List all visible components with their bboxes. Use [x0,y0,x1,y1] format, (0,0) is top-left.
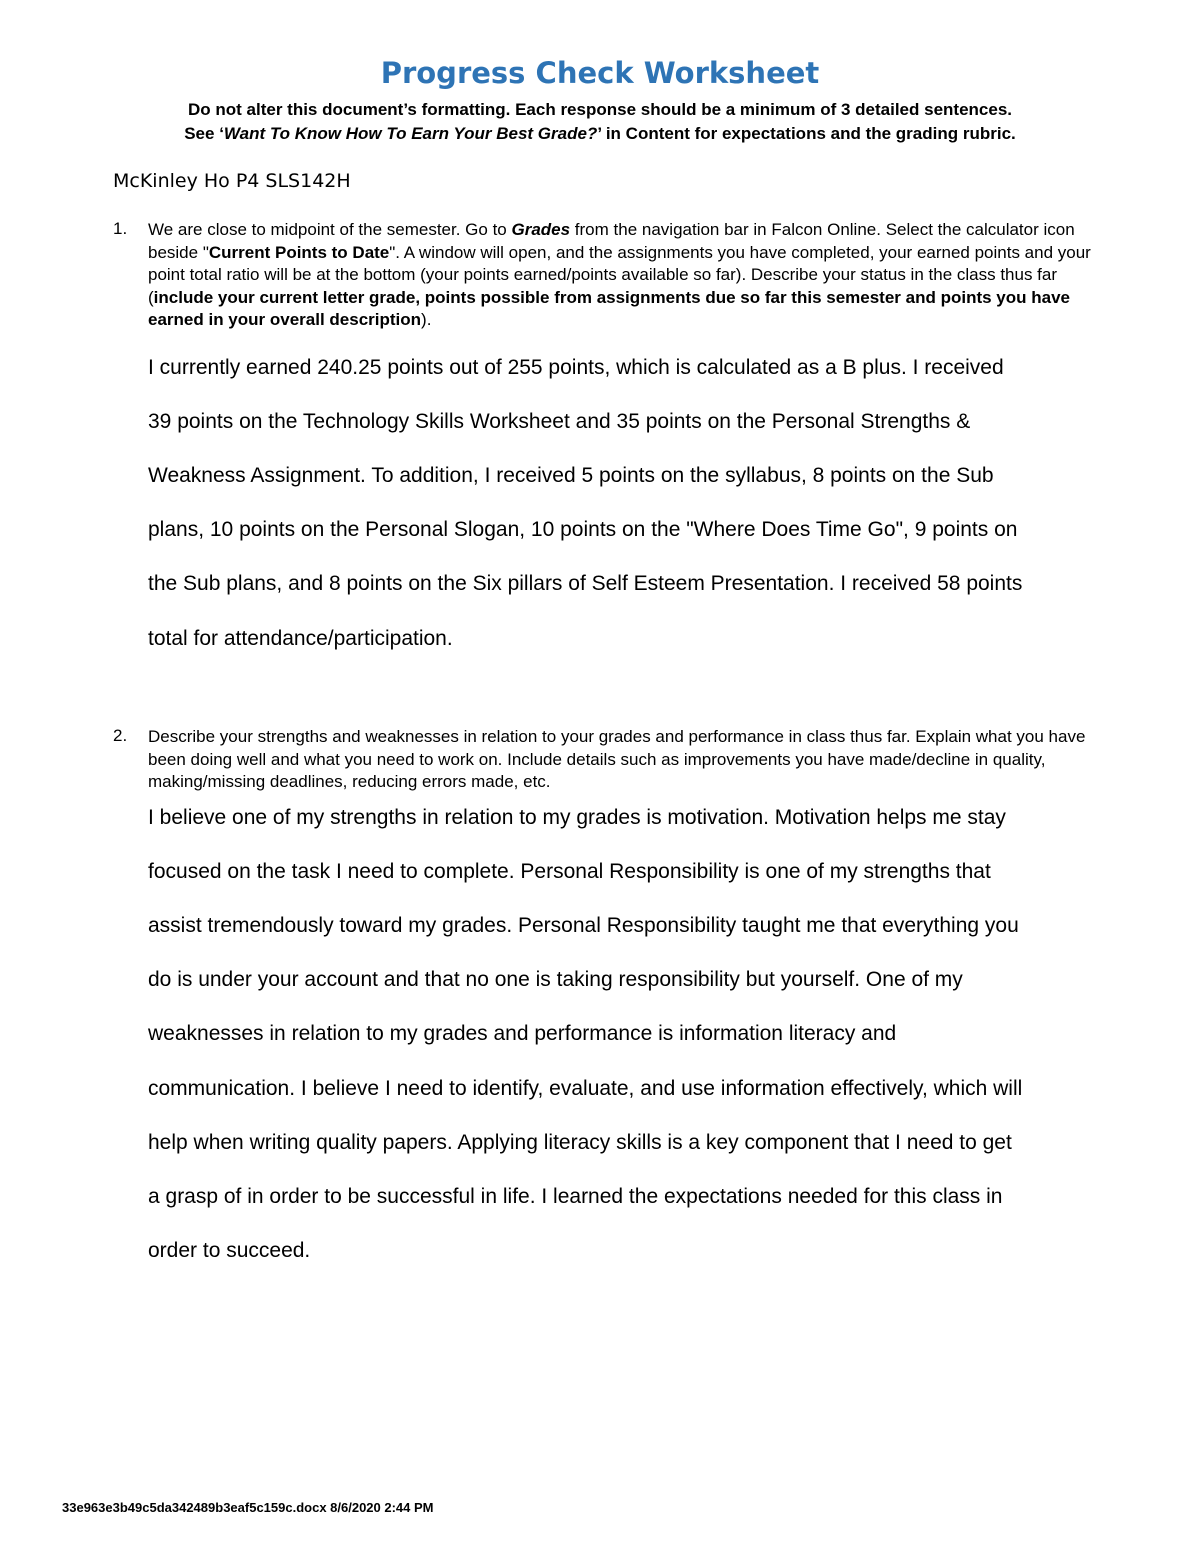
answer-1-line: total for attendance/participation. [148,627,453,650]
question-1-include-emphasis: include your current letter grade, points possible from assignments due so far this semester and points you have earned in your overall description [148,287,1070,329]
answer-1-line: I currently earned 240.25 points out of 255 points, which is calculated as a B plus. I received [148,356,1004,379]
answer-2-line: a grasp of in order to be successful in life. I learned the expectations needed for this class in [148,1185,1003,1208]
question-1-prompt-part: from the navigation bar in Falcon Online. Select the calculator icon beside " [148,220,1075,262]
question-1-number: 1. [113,219,128,238]
student-name-line: McKinley Ho P4 SLS142H [113,170,351,192]
answer-2-line: I believe one of my strengths in relation to my grades is motivation. Motivation helps me stay [148,806,1006,829]
answer-1-line: 39 points on the Technology Skills Worksheet and 35 points on the Personal Strengths & [148,410,971,433]
question-1-grades-emphasis: Grades [511,220,571,239]
document-title: Progress Check Worksheet [380,56,820,90]
question-1-prompt [148,219,1108,332]
answer-1-line: plans, 10 points on the Personal Slogan, 10 points on the "Where Does Time Go", 9 points on [148,518,1018,541]
answer-2-line: assist tremendously toward my grades. Personal Responsibility taught me that everything you [148,914,1019,937]
instruction-line-2 [0,124,1200,144]
document-footer: 33e963e3b49c5da342489b3eaf5c159c.docx 8/6/2020 2:44 PM [62,1500,434,1515]
answer-2-line: do is under your account and that no one is taking responsibility but yourself. One of my [148,968,963,991]
answer-1-line: Weakness Assignment. To addition, I received 5 points on the syllabus, 8 points on the Sub [148,464,994,487]
question-1-prompt-part: ". A window will open, and the assignments you have completed, your earned points and your point total ratio will be at the bottom (your points earned/points available so far). Describe your status in the class thus far ( [148,242,1091,307]
answer-2-line: order to succeed. [148,1239,311,1262]
answer-1-line: the Sub plans, and 8 points on the Six pillars of Self Esteem Presentation. I received 58 points [148,572,1023,595]
instruction-line-1: Do not alter this document’s formatting. Each response should be a minimum of 3 detailed sentences. [187,100,1013,119]
question-1-prompt-part: ). [421,310,432,329]
answer-2-line: weaknesses in relation to my grades and performance is information literacy and [148,1022,897,1045]
question-2-prompt: Describe your strengths and weaknesses in relation to your grades and performance in class thus far. Explain what you have been doing well and what you need to work on. Include details such as improvements you have made/decline in quality, making/missing deadlines, reducing errors made, etc. [148,727,1086,791]
instruction-prefix: See ‘ [184,124,224,143]
instruction-italic-reference: Want To Know How To Earn Your Best Grade? [223,124,598,143]
instruction-suffix: ’ in Content for expectations and the grading rubric. [597,124,1016,143]
answer-2-line: focused on the task I need to complete. Personal Responsibility is one of my strengths that [148,860,991,883]
question-2-number: 2. [113,726,128,745]
question-1-prompt-part: We are close to midpoint of the semester. Go to [148,220,512,239]
question-1-current-points-emphasis: Current Points to Date [208,242,390,262]
answer-2-line: communication. I believe I need to identify, evaluate, and use information effectively, which will [148,1077,1023,1100]
answer-2-line: help when writing quality papers. Applying literacy skills is a key component that I need to get [148,1131,1012,1154]
